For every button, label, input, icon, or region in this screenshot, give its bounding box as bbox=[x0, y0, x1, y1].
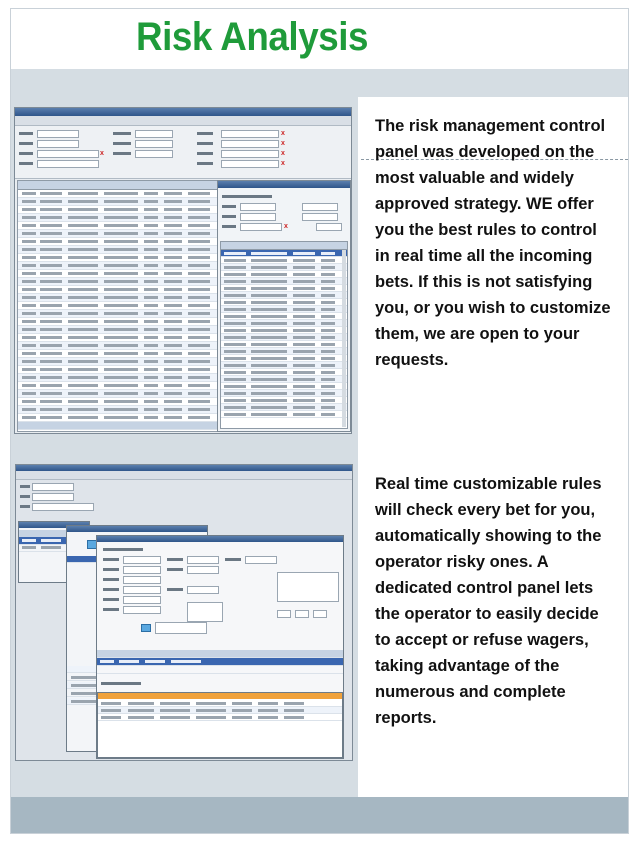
wagers-grid bbox=[17, 180, 219, 432]
window-titlebar bbox=[15, 108, 351, 116]
bottom-band bbox=[11, 797, 628, 833]
window-toolbar bbox=[15, 116, 351, 126]
filter-form: x x x x x bbox=[15, 126, 351, 179]
paragraph-risk-control: The risk management control panel was developed on the most valuable and widely approved strategy. WE offer you the best rules to control in real time all the incoming bets. If this is not satisfying you, or you wish to customize them, we are open to your requests. bbox=[375, 117, 611, 369]
wager-detail-dialog bbox=[96, 535, 344, 759]
paragraph-realtime-rules: Real time customizable rules will check every bet for you, automatically showing to the operator risky ones. A dedicated control panel lets the operator to easily decide to accept or refuse wagers, taking advantage of the numerous and complete reports. bbox=[375, 475, 602, 727]
bet-detail-grid bbox=[220, 241, 348, 429]
bet-detail-window: x bbox=[217, 180, 351, 432]
slide bbox=[10, 8, 629, 834]
wager-check-screenshot bbox=[15, 464, 353, 761]
stake-detail-table bbox=[97, 692, 343, 758]
risk-control-panel-screenshot bbox=[14, 107, 352, 434]
page-title: Risk Analysis bbox=[136, 15, 368, 59]
